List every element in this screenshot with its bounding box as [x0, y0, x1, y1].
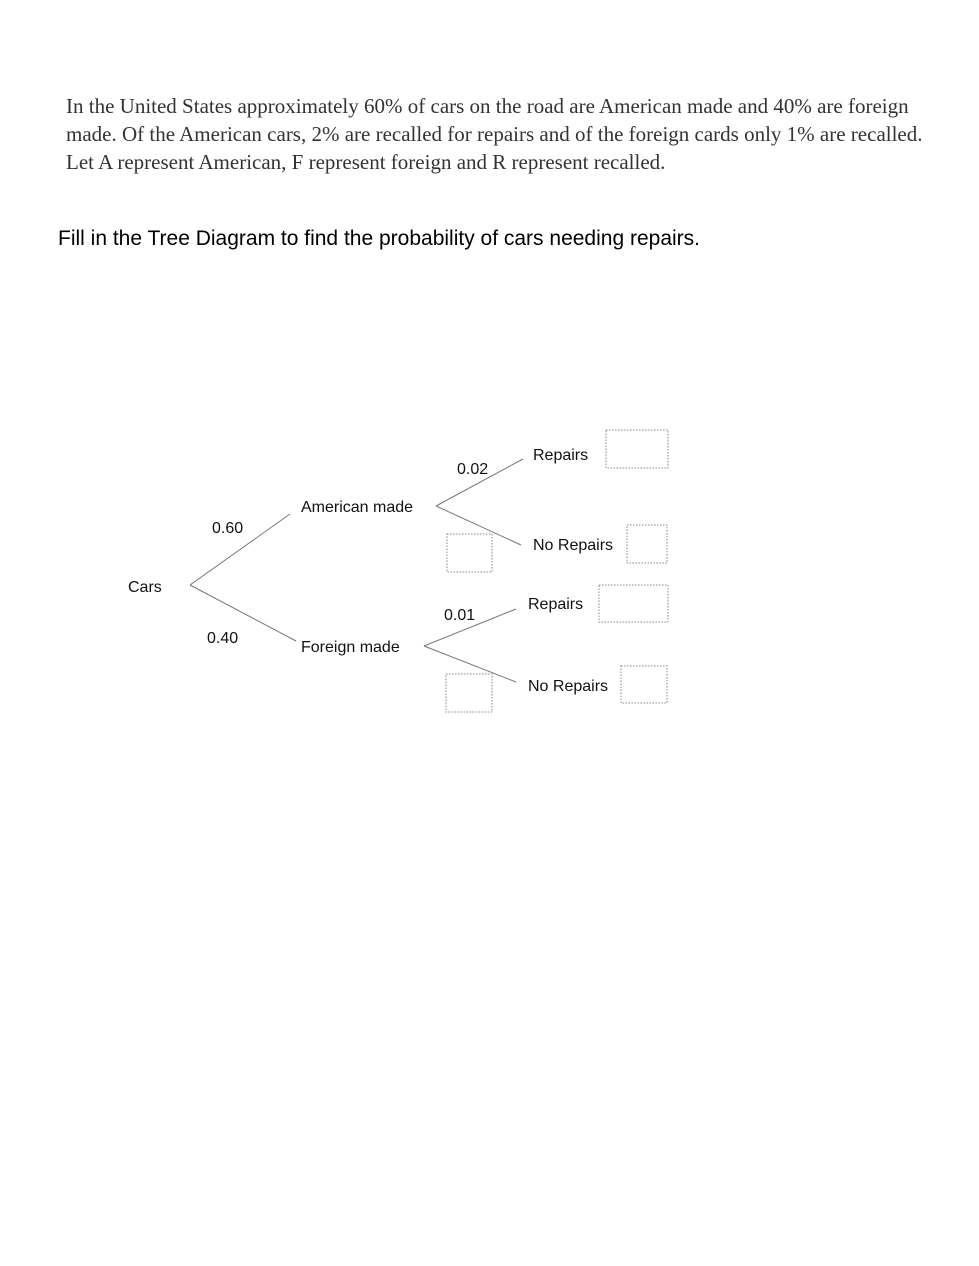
foreign-repairs-label: Repairs — [528, 596, 584, 613]
american-no-repairs-probability-box[interactable] — [447, 534, 492, 572]
problem-statement: In the United States approximately 60% of cars on the road are American made and 40% are foreign made. Of the American cars, 2% are recalled for repairs and of the foreign cards only 1% are recalled. Let A represent American, F represent foreign and R represent recalled. — [66, 94, 923, 174]
american-repairs-probability: 0.02 — [457, 461, 489, 478]
foreign-no-repairs-answer-box[interactable] — [621, 666, 667, 703]
branch-american-no-repairs — [436, 506, 521, 545]
root-label: Cars — [128, 579, 162, 596]
foreign-no-repairs-probability-box[interactable] — [446, 674, 492, 712]
american-repairs-label: Repairs — [533, 447, 589, 464]
branch-cars-foreign — [190, 585, 296, 641]
foreign-repairs-probability: 0.01 — [444, 607, 476, 624]
foreign-label: Foreign made — [301, 639, 400, 656]
instruction-text: Fill in the Tree Diagram to find the probability of cars needing repairs. — [58, 227, 700, 250]
foreign-no-repairs-label: No Repairs — [528, 678, 609, 695]
american-label: American made — [301, 499, 414, 516]
american-probability: 0.60 — [212, 520, 244, 537]
american-no-repairs-answer-box[interactable] — [627, 525, 667, 563]
american-no-repairs-label: No Repairs — [533, 537, 614, 554]
foreign-probability: 0.40 — [207, 630, 239, 647]
american-repairs-answer-box[interactable] — [606, 430, 668, 468]
foreign-repairs-answer-box[interactable] — [599, 585, 668, 622]
branch-foreign-no-repairs — [424, 646, 516, 682]
